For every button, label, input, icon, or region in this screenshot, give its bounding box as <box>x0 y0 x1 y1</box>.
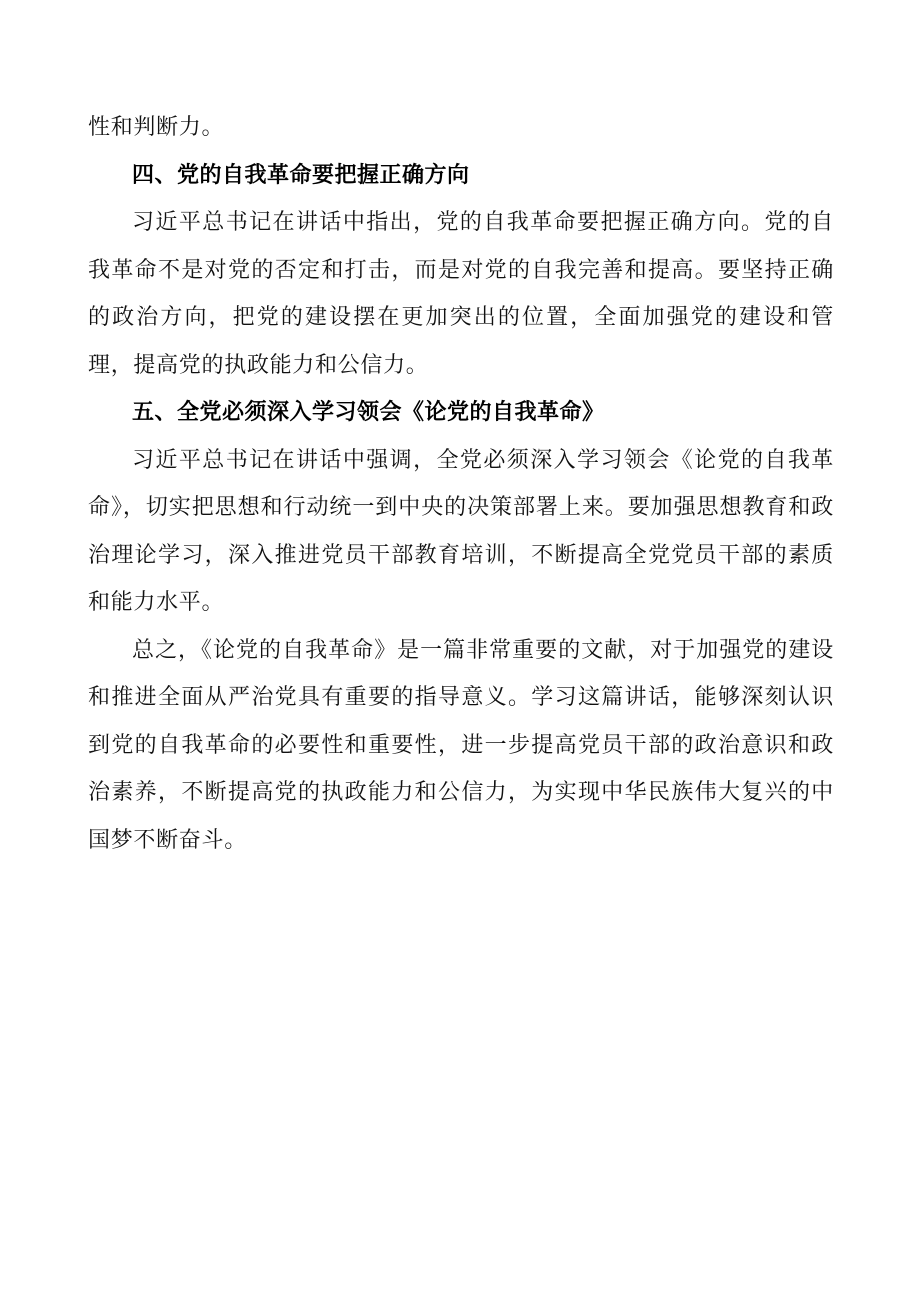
section-4-paragraph: 习近平总书记在讲话中指出，党的自我革命要把握正确方向。党的自我革命不是对党的否定和打击，而是对党的自我完善和提高。要坚持正确的政治方向，把党的建设摆在更加突出的位置，全面加强党的建设和管理，提高党的执政能力和公信力。 <box>88 210 834 378</box>
section-5-paragraph: 习近平总书记在讲话中强调，全党必须深入学习领会《论党的自我革命》，切实把思想和行动统一到中央的决策部署上来。要加强思想教育和政治理论学习，深入推进党员干部教育培训，不断提高全党党员干部的素质和能力水平。 <box>88 447 834 615</box>
section-5-heading: 五、全党必须深入学习领会《论党的自我革命》 <box>132 400 605 425</box>
section-4-heading: 四、党的自我革命要把握正确方向 <box>132 162 470 188</box>
document-body <box>88 104 834 864</box>
intro-paragraph-tail: 性和判断力。 <box>88 115 225 140</box>
conclusion-paragraph: 总之，《论党的自我革命》是一篇非常重要的文献，对于加强党的建设和推进全面从严治党具有重要的指导意义。学习这篇讲话，能够深刻认识到党的自我革命的必要性和重要性，进一步提高党员干部的政治意识和政治素养，不断提高党的执政能力和公信力，为实现中华民族伟大复兴的中国梦不断奋斗。 <box>88 637 834 853</box>
